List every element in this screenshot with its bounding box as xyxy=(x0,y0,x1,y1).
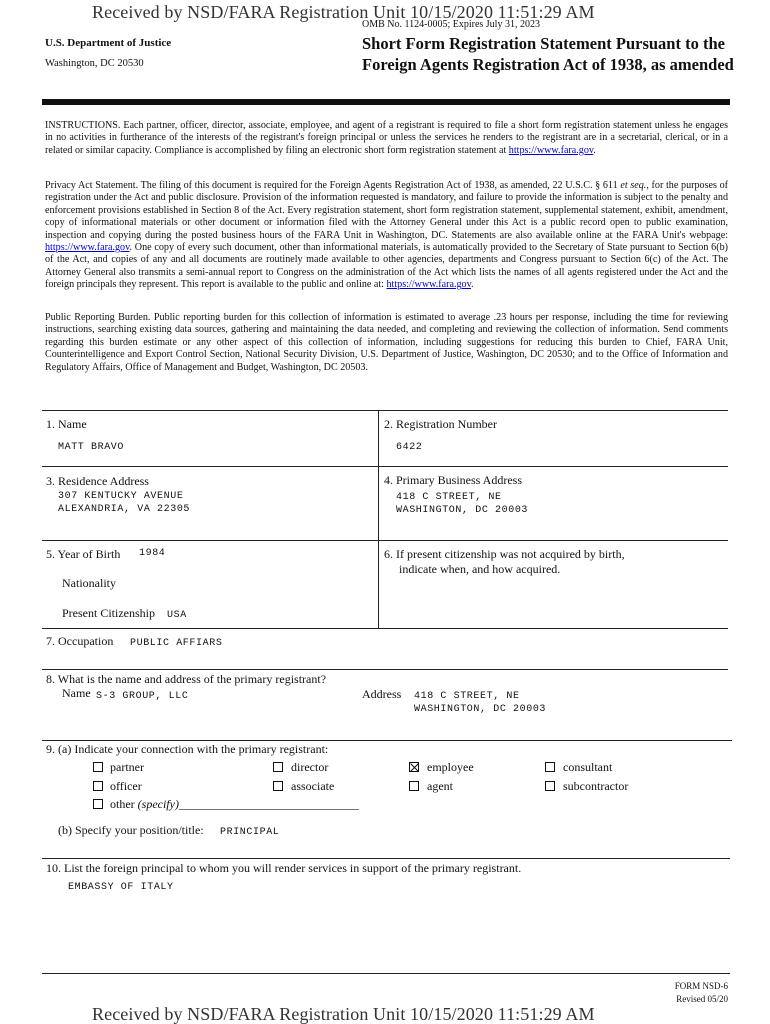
director-label: director xyxy=(291,760,329,774)
name-value[interactable]: MATT BRAVO xyxy=(58,442,125,453)
other-specify: (specify) xyxy=(137,797,179,811)
privacy-text-3: . One copy of every such document, other than informational materials, is automatically provided to the Secretary of State pursuant to Section 6(b) of the Act, and copies of any and all documents are routinely made available to other agencies, departments and Congress pursuant to Section 6(c) of the Act. The Attorney General also transmits a semi-annual report to Congress on the administration of the Act which lists the names of all agents registered under the Act and the foreign principals they represent. This report is available to the public and online at: xyxy=(45,242,728,291)
privacy-link-1[interactable]: https://www.fara.gov xyxy=(45,242,130,254)
officer-label: officer xyxy=(110,779,142,793)
residence-address-label: 3. Residence Address xyxy=(46,474,149,488)
residence-address-line1[interactable]: 307 KENTUCKY AVENUE xyxy=(58,491,184,502)
burden-paragraph: Public Reporting Burden. Public reporting burden for this collection of information is estimated to average .23 hours per response, including the time for reviewing instructions, searching existing data sources, gathering and maintaining the data needed, and completing and reviewing the collection of information. Send comments regarding this burden estimate or any other aspect of this collection of information, including suggestions for reducing this burden to Chief, FARA Unit, Counterintelligence and Export Control Section, National Security Division, U.S. Department of Justice, Washington, DC 20530; and to the Office of Information and Regulatory Affairs, Office of Management and Budget, Washington, DC 20503. xyxy=(45,312,728,373)
associate-checkbox[interactable] xyxy=(273,781,283,791)
agent-checkbox[interactable] xyxy=(409,781,419,791)
subcontractor-checkbox[interactable] xyxy=(545,781,555,791)
form-revised: Revised 05/20 xyxy=(676,994,728,1004)
residence-address-line2[interactable]: ALEXANDRIA, VA 22305 xyxy=(58,504,191,515)
privacy-link-2[interactable]: https://www.fara.gov xyxy=(386,279,471,291)
privacy-end: . xyxy=(470,279,474,291)
business-address-line2[interactable]: WASHINGTON, DC 20003 xyxy=(396,505,529,516)
header-rule xyxy=(42,99,730,105)
subcontractor-label: subcontractor xyxy=(563,779,629,793)
director-checkbox[interactable] xyxy=(273,762,283,772)
registrant-address-line1[interactable]: 418 C STREET, NE xyxy=(414,691,520,702)
registrant-address-label: Address xyxy=(362,687,402,701)
form-code: FORM NSD-6 xyxy=(674,981,728,991)
citizenship-label: Present Citizenship xyxy=(62,606,155,620)
grid-line-top xyxy=(42,410,728,411)
instructions-paragraph xyxy=(45,120,728,157)
other-checkbox[interactable] xyxy=(93,799,103,809)
registrant-address-line2[interactable]: WASHINGTON, DC 20003 xyxy=(414,704,547,715)
consultant-checkbox[interactable] xyxy=(545,762,555,772)
agency-name: U.S. Department of Justice xyxy=(45,37,172,49)
instructions-link[interactable]: https://www.fara.gov xyxy=(508,144,594,156)
omb-number: OMB No. 1124-0005; Expires July 31, 2023 xyxy=(362,19,540,30)
form-title: Short Form Registration Statement Pursuant to the Foreign Agents Registration Act of 1938, as amended xyxy=(362,34,734,74)
grid-divider xyxy=(378,410,379,628)
foreign-principal-question: 10. List the foreign principal to whom you will render services in support of the primary registrant. xyxy=(46,861,522,875)
officer-checkbox[interactable] xyxy=(93,781,103,791)
employee-checkbox[interactable] xyxy=(409,762,419,772)
other-blank[interactable]: ______________________________ xyxy=(178,797,359,811)
received-stamp-bottom: Received by NSD/FARA Registration Unit 10/15/2020 11:51:29 AM xyxy=(92,1004,595,1024)
form-code-block xyxy=(675,980,728,1006)
connection-question: 9. (a) Indicate your connection with the primary registrant: xyxy=(46,742,329,756)
registrant-name-value[interactable]: S-3 GROUP, LLC xyxy=(96,691,189,702)
name-label: 1. Name xyxy=(46,417,87,431)
registration-number-value[interactable]: 6422 xyxy=(396,442,423,453)
agent-label: agent xyxy=(427,779,453,793)
privacy-text-2: , for the purposes of registration under the Act and public disclosure. Provision of the information requested is mandatory, and failure to provide the information is subject to the penalty and enforcement provisions established in Section 8 of the Act. Every registration statement, short form registration statement, supplemental statement, exhibit, amendment, copy of informational materials or other document or information filed with the Attorney General under this Act is a public record open to public examination, inspection and copying during the posted business hours of the FARA Unit in Washington, DC. Statements are also available online at the FARA Unit's webpage: xyxy=(45,180,729,241)
grid-line-4 xyxy=(42,628,728,629)
occupation-label: 7. Occupation xyxy=(46,634,114,648)
other-label: other xyxy=(110,797,135,811)
instructions-end: . xyxy=(593,144,596,156)
citizenship-value[interactable]: USA xyxy=(167,610,187,621)
partner-checkbox[interactable] xyxy=(93,762,103,772)
other-label-group xyxy=(110,797,359,812)
grid-line-3 xyxy=(42,540,728,541)
citizenship-question-line1: 6. If present citizenship was not acquired by birth, xyxy=(384,547,625,561)
grid-line-7 xyxy=(42,858,730,859)
occupation-value[interactable]: PUBLIC AFFIARS xyxy=(130,638,223,649)
foreign-principal-value[interactable]: EMBASSY OF ITALY xyxy=(68,882,174,893)
position-value[interactable]: PRINCIPAL xyxy=(220,827,280,838)
agency-city: Washington, DC 20530 xyxy=(45,58,144,69)
grid-line-2 xyxy=(42,466,728,467)
privacy-italic: et seq. xyxy=(620,180,647,191)
primary-registrant-question: 8. What is the name and address of the primary registrant? xyxy=(46,672,327,686)
business-address-label: 4. Primary Business Address xyxy=(384,473,522,487)
privacy-text-1: Privacy Act Statement. The filing of this document is required for the Foreign Agents Registration Act of 1938, as amended, 22 U.S.C. § 611 xyxy=(45,180,621,191)
year-of-birth-label: 5. Year of Birth xyxy=(46,547,121,561)
grid-line-bottom xyxy=(42,973,730,974)
position-label: (b) Specify your position/title: xyxy=(58,823,204,837)
instructions-text: INSTRUCTIONS. Each partner, officer, director, associate, employee, and agent of a registrant is required to file a short form registration statement unless he engages in no activities in furtherance of the interests of the registrant's foreign principal or unless the services he renders to the registrant are in a secretarial, clerical, or in a related or similar capacity. Compliance is accomplished by filing an electronic short form registration statement at xyxy=(45,120,728,156)
registration-number-label: 2. Registration Number xyxy=(384,417,497,431)
grid-line-5 xyxy=(42,669,728,670)
partner-label: partner xyxy=(110,760,144,774)
citizenship-question-line2: indicate when, and how acquired. xyxy=(399,562,561,576)
nationality-label: Nationality xyxy=(62,576,116,590)
consultant-label: consultant xyxy=(563,760,613,774)
employee-label: employee xyxy=(427,760,474,774)
year-of-birth-value[interactable]: 1984 xyxy=(139,548,166,559)
business-address-line1[interactable]: 418 C STREET, NE xyxy=(396,492,502,503)
privacy-paragraph xyxy=(45,180,728,292)
grid-line-6 xyxy=(42,740,732,741)
received-stamp-top: Received by NSD/FARA Registration Unit 10/15/2020 11:51:29 AM xyxy=(92,2,595,22)
registrant-name-label: Name xyxy=(62,686,91,700)
associate-label: associate xyxy=(291,779,335,793)
